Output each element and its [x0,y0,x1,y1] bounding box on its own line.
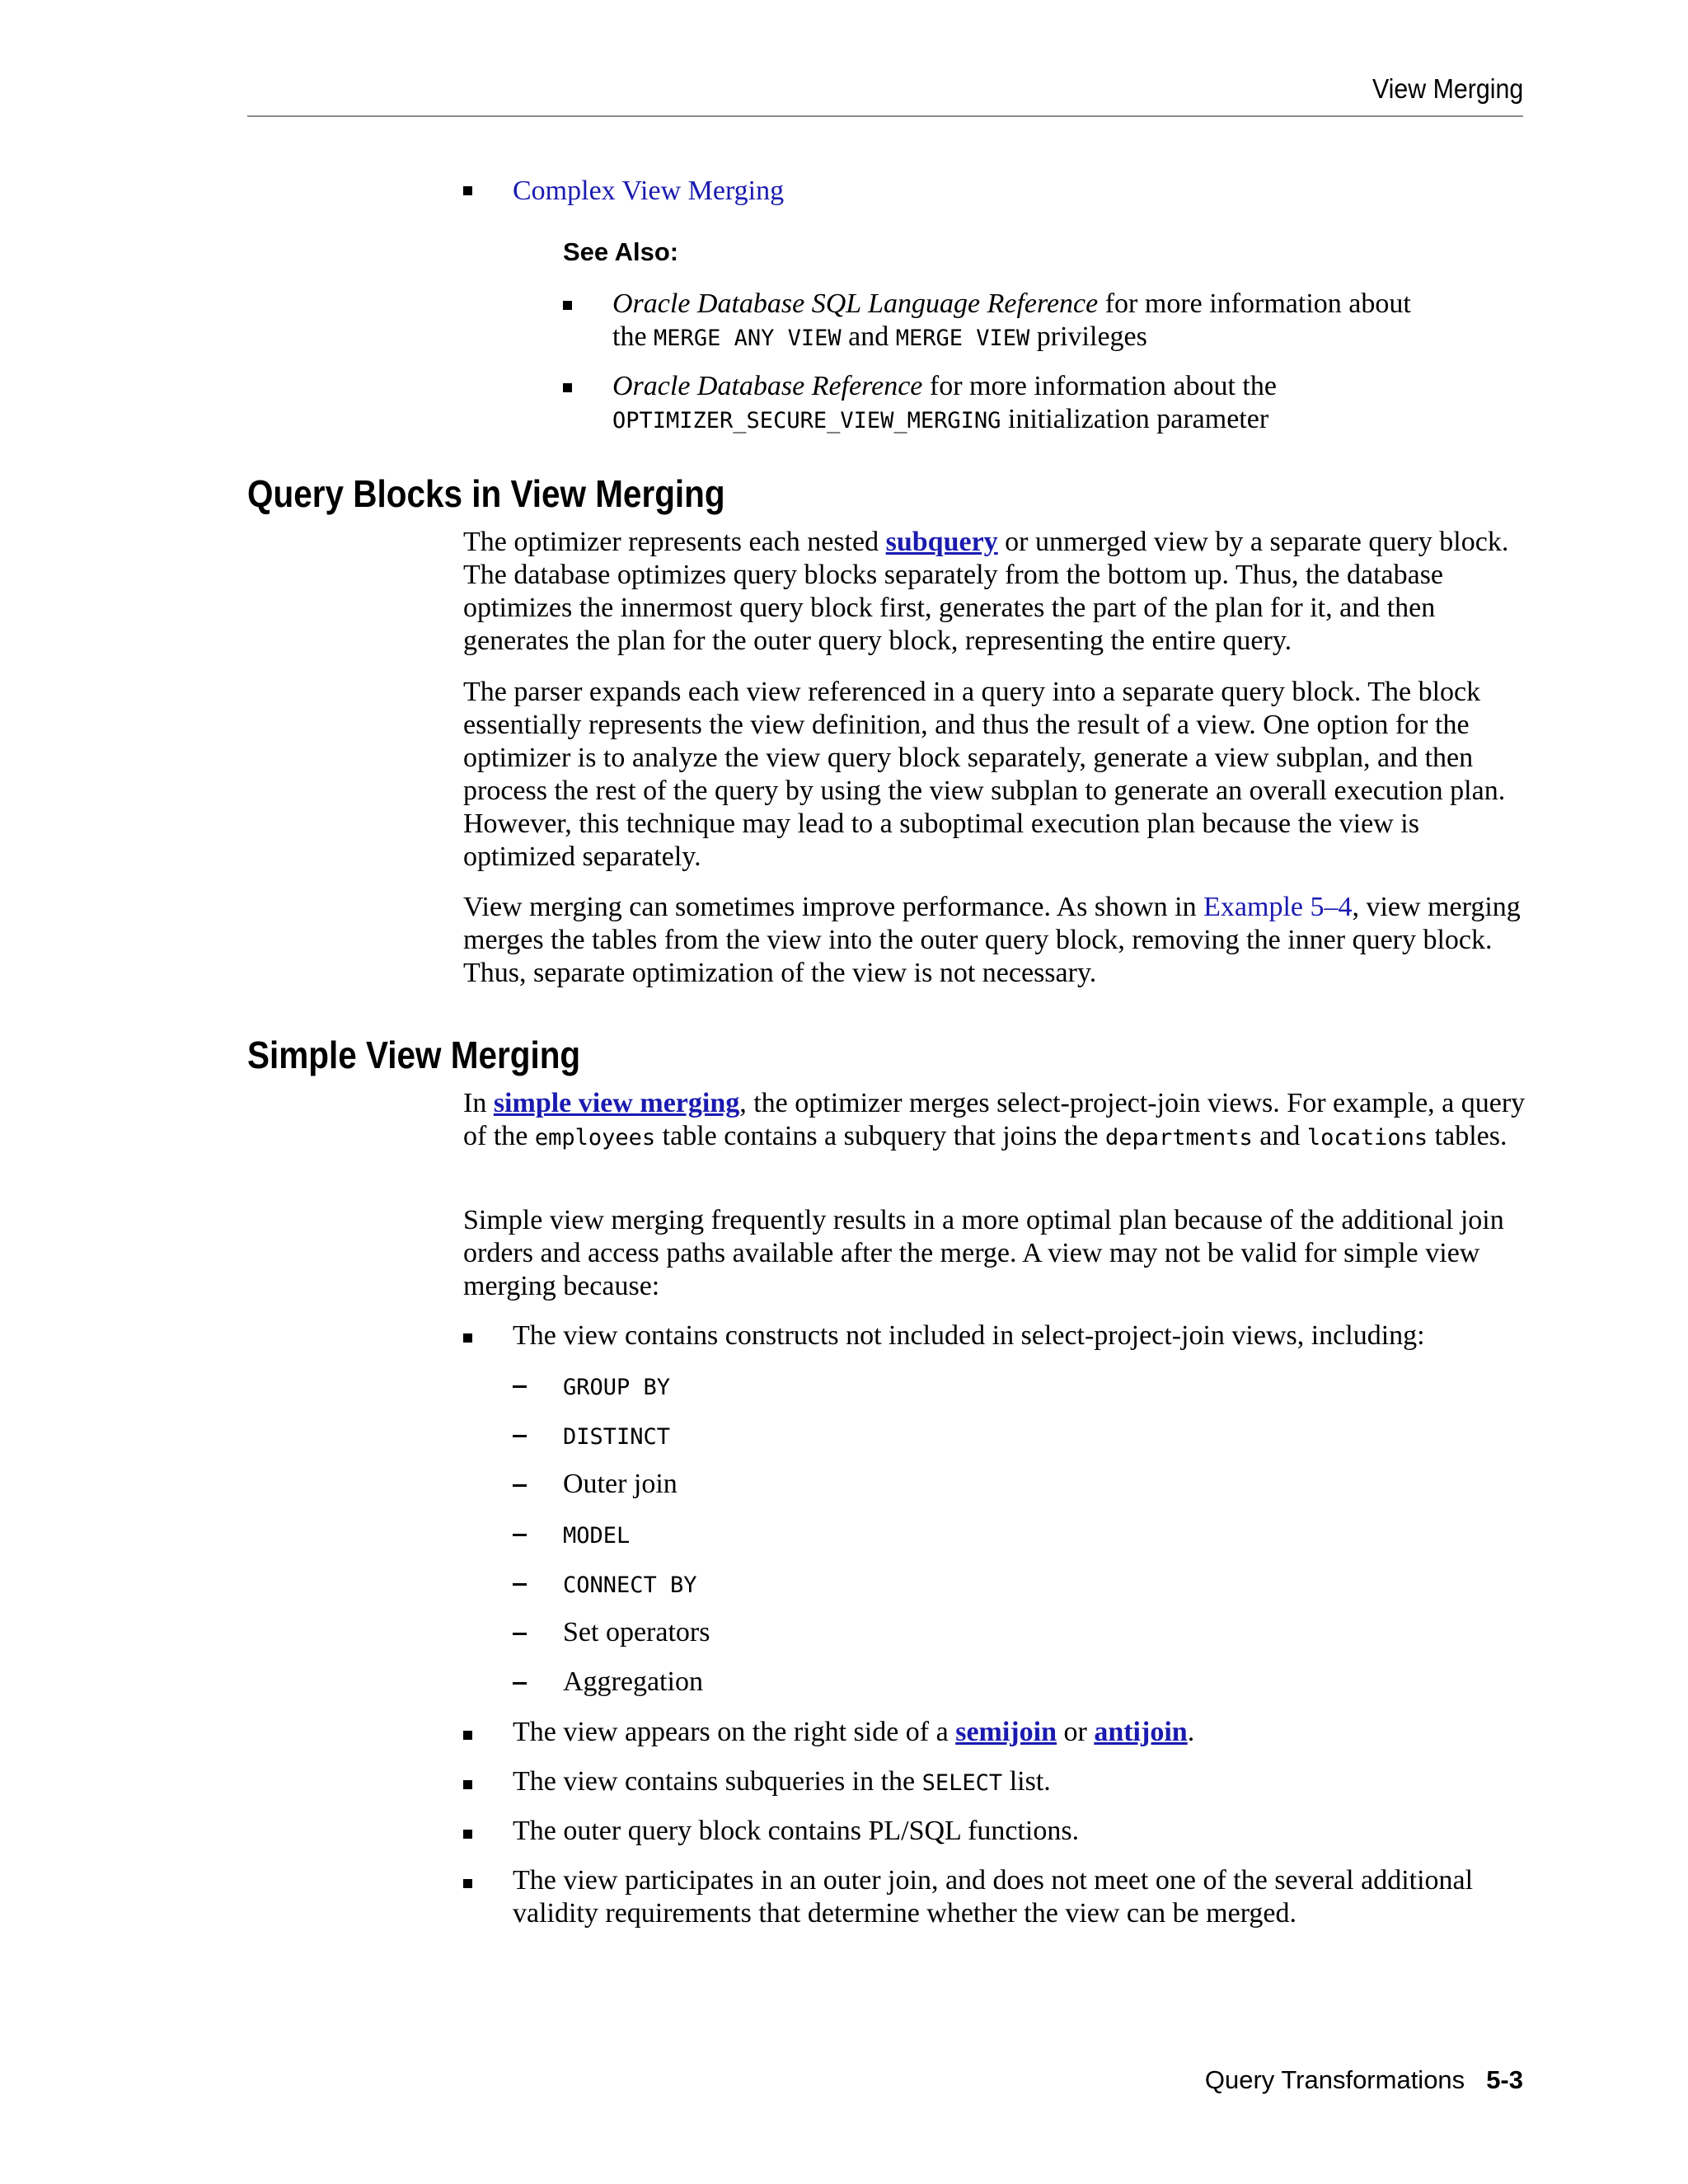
page-number: 5-3 [1486,2065,1523,2094]
sub-list-item: Aggregation [563,1666,703,1697]
sub-list-item: DISTINCT [563,1424,671,1450]
footer-chapter: Query Transformations [1204,2065,1465,2094]
dash-icon [513,1682,527,1685]
paragraph: The parser expands each view referenced in a query into a separate query block. The block essentially represents the view definition, and thus the result of a view. One option for the optimizer is to analyze the view query block separately, generate a view subplan, and then process the rest of the query by using the view subplan to generate an overall execution plan. However, this technique may lead to a suboptimal execution plan because the view is optimized separately. [463,677,1506,872]
sub-list-item: Set operators [563,1617,710,1647]
glossary-link-simple-view-merging[interactable]: simple view merging [493,1088,740,1118]
header-rule [247,115,1523,117]
sub-list-item: CONNECT BY [563,1572,697,1598]
list-item: The view contains subqueries in the SELECT list. [513,1766,1051,1797]
glossary-link-antijoin[interactable]: antijoin [1094,1717,1188,1747]
list-item: The view contains constructs not included in select-project-join views, including: [513,1320,1425,1351]
bullet-icon [563,383,572,392]
dash-icon [513,1484,527,1487]
sub-list-item: MODEL [563,1523,631,1549]
paragraph: Simple view merging frequently results in a more optimal plan because of the additional join orders and access paths available after the merge. A view may not be valid for simple view merging because: [463,1205,1504,1301]
section-heading-query-blocks: Query Blocks in View Merging [247,472,725,515]
bullet-icon [463,1333,472,1343]
sub-list-item: GROUP BY [563,1375,671,1400]
list-item: The view appears on the right side of a semijoin or antijoin. [513,1717,1195,1747]
running-header: View Merging [1372,73,1523,104]
bullet-icon [463,1780,472,1789]
see-also-item: Oracle Database Reference for more information about the OPTIMIZER_SECURE_VIEW_MERGING initialization parameter [612,371,1277,434]
paragraph: In simple view merging, the optimizer merges select-project-join views. For example, a query of the employees table contains a subquery that joins the departments and locations tables. [463,1088,1526,1151]
bullet-icon [463,1731,472,1740]
bullet-icon [563,301,572,310]
sub-list-item: Outer join [563,1469,678,1499]
see-also-label: See Also: [563,237,679,266]
bullet-icon [463,186,472,195]
database-reference-link[interactable]: Oracle Database Reference [612,371,923,401]
list-item [513,175,784,208]
see-also-item: Oracle Database SQL Language Reference for more information about the MERGE ANY VIEW and MERGE VIEW privileges [612,288,1411,352]
sql-reference-link[interactable]: Oracle Database SQL Language Reference [612,288,1099,319]
complex-view-merging-link[interactable]: Complex View Merging [513,176,785,206]
example-5-4-link[interactable]: Example 5–4 [1203,892,1353,922]
page-footer [1205,2065,1523,2095]
paragraph: View merging can sometimes improve performance. As shown in Example 5–4, view merging merges the tables from the view into the outer query block, removing the inner query block. Thus, separate optimization of the view is not necessary. [463,892,1521,988]
bullet-icon [463,1830,472,1839]
list-item: The view participates in an outer join, and does not meet one of the several additional validity requirements that determine whether the view can be merged. [513,1865,1474,1929]
paragraph: The optimizer represents each nested subquery or unmerged view by a separate query block. The database optimizes query blocks separately from the bottom up. Thus, the database optimizes the innermost query block first, generates the part of the plan for it, and then generates the plan for the outer query block, representing the entire query. [463,527,1509,656]
glossary-link-subquery[interactable]: subquery [885,527,998,557]
dash-icon [513,1583,527,1586]
bullet-icon [463,1879,472,1888]
dash-icon [513,1435,527,1437]
section-heading-simple-view-merging: Simple View Merging [247,1033,581,1076]
list-item: The outer query block contains PL/SQL functions. [513,1816,1080,1846]
dash-icon [513,1633,527,1635]
dash-icon [513,1385,527,1388]
dash-icon [513,1534,527,1536]
glossary-link-semijoin[interactable]: semijoin [955,1717,1057,1747]
